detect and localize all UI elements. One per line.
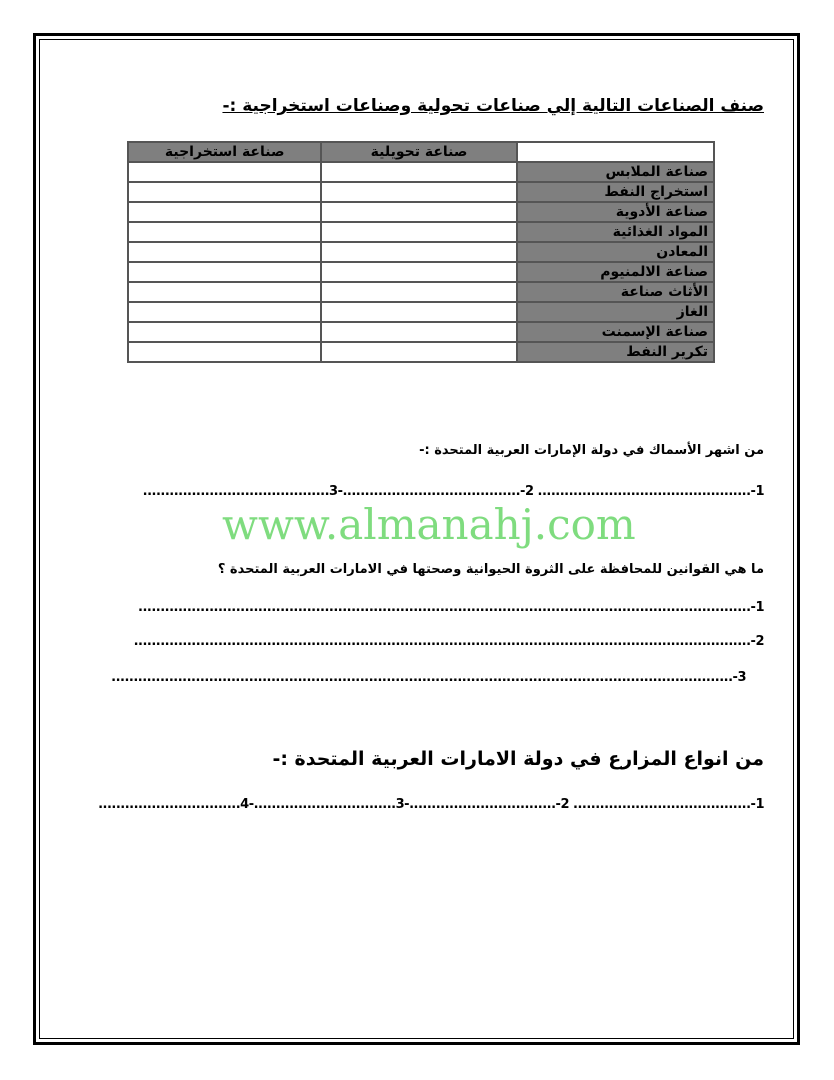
transformation-answer-cell[interactable]	[321, 242, 516, 262]
transformation-answer-cell[interactable]	[321, 282, 516, 302]
industry-label: صناعة الأدوية	[517, 202, 714, 222]
industry-label: الأثاث صناعة	[517, 282, 714, 302]
transformation-answer-cell[interactable]	[321, 262, 516, 282]
table-row	[128, 222, 714, 242]
industry-classification-table	[127, 141, 715, 363]
table-row	[128, 302, 714, 322]
industry-label: صناعة الإسمنت	[517, 322, 714, 342]
industry-label: صناعة الملابس	[517, 162, 714, 182]
extraction-answer-cell[interactable]	[128, 262, 321, 282]
transformation-answer-cell[interactable]	[321, 342, 516, 362]
extraction-answer-cell[interactable]	[128, 242, 321, 262]
extraction-answer-cell[interactable]	[128, 182, 321, 202]
industry-label: المواد الغذائية	[517, 222, 714, 242]
table-row	[128, 162, 714, 182]
transformation-answer-cell[interactable]	[321, 182, 516, 202]
header-extraction: صناعة استخراجية	[128, 142, 321, 162]
fish-question: من اشهر الأسماك في دولة الإمارات العربية المتحدة :-	[419, 443, 764, 458]
fish-answer-lines[interactable]: 1-................................................ 2-........................................-3..........................................	[142, 484, 764, 499]
watermark: www.almanahj.com	[222, 500, 636, 549]
transformation-answer-cell[interactable]	[321, 302, 516, 322]
table-row	[128, 242, 714, 262]
extraction-answer-cell[interactable]	[128, 162, 321, 182]
livestock-answer-line-1[interactable]: 1-..........................................................................................................................................	[138, 600, 764, 615]
table-row	[128, 262, 714, 282]
table-header-row	[128, 142, 714, 162]
extraction-answer-cell[interactable]	[128, 342, 321, 362]
extraction-answer-cell[interactable]	[128, 222, 321, 242]
extraction-answer-cell[interactable]	[128, 282, 321, 302]
industry-label: استخراج النفط	[517, 182, 714, 202]
extraction-answer-cell[interactable]	[128, 202, 321, 222]
table-row	[128, 322, 714, 342]
transformation-answer-cell[interactable]	[321, 202, 516, 222]
industry-label: الغاز	[517, 302, 714, 322]
transformation-answer-cell[interactable]	[321, 162, 516, 182]
farm-types-question: من انواع المزارع في دولة الامارات العربية المتحدة :-	[272, 748, 764, 770]
header-empty-cell	[517, 142, 714, 162]
table-row	[128, 282, 714, 302]
header-transformation: صناعة تحويلية	[321, 142, 516, 162]
livestock-laws-question: ما هي القوانين للمحافظة على الثروة الحيوانية وصحتها في الامارات العربية المتحدة ؟	[217, 562, 764, 577]
classification-question: صنف الصناعات التالية إلي صناعات تحولية وصناعات استخراجية :-	[222, 96, 764, 116]
table-row	[128, 182, 714, 202]
industry-label: صناعة الالمنيوم	[517, 262, 714, 282]
livestock-answer-line-3[interactable]: 3-............................................................................................................................................	[111, 670, 746, 685]
industry-label: المعادن	[517, 242, 714, 262]
extraction-answer-cell[interactable]	[128, 302, 321, 322]
extraction-answer-cell[interactable]	[128, 322, 321, 342]
table-row	[128, 342, 714, 362]
farm-types-answer-lines[interactable]: 1-........................................ 2-.................................-3................................-4................................	[98, 797, 764, 812]
livestock-answer-line-2[interactable]: 2-...........................................................................................................................................	[133, 634, 764, 649]
industry-label: تكرير النفط	[517, 342, 714, 362]
transformation-answer-cell[interactable]	[321, 322, 516, 342]
transformation-answer-cell[interactable]	[321, 222, 516, 242]
table-row	[128, 202, 714, 222]
